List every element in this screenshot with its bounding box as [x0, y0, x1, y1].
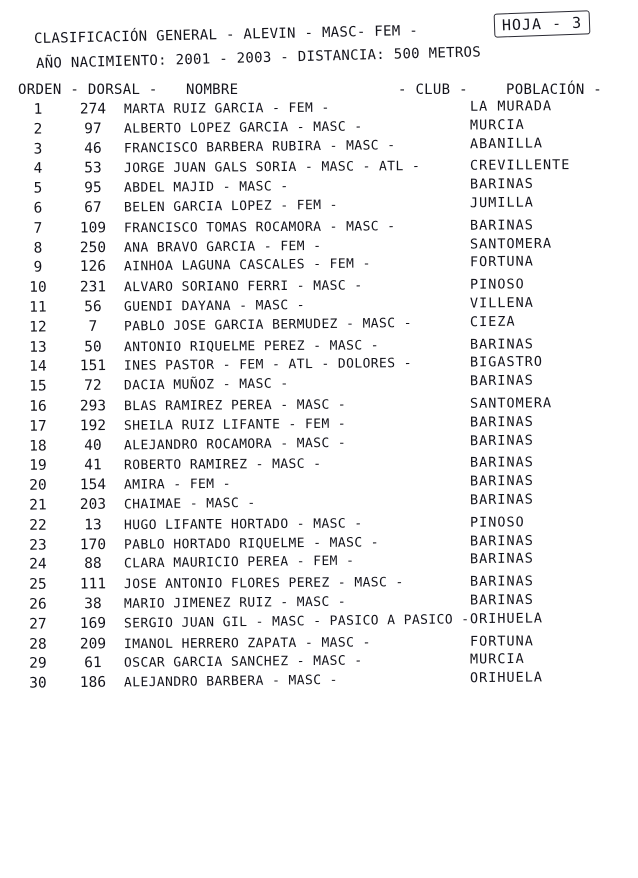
athlete-name: PABLO HORTADO RIQUELME - MASC -	[123, 534, 380, 553]
orden-number: 19	[29, 458, 47, 475]
poblacion-name: BARINAS	[469, 335, 534, 353]
dorsal-number: 250	[79, 239, 107, 256]
dorsal-number: 293	[79, 398, 107, 415]
dorsal-number: 111	[79, 576, 107, 593]
athlete-name: BLAS RAMIREZ PEREA - MASC -	[123, 397, 347, 415]
athlete-name: DACIA MUÑOZ - MASC -	[123, 376, 289, 394]
orden-number: 24	[29, 556, 47, 573]
athlete-name: BELEN GARCIA LOPEZ - FEM -	[123, 197, 338, 216]
athlete-name: JOSE ANTONIO FLORES PEREZ - MASC -	[123, 575, 404, 593]
orden-number: 22	[29, 517, 47, 534]
orden-number: 14	[29, 358, 47, 376]
orden-number: 6	[33, 200, 43, 217]
athlete-name: AMIRA - FEM -	[123, 476, 232, 493]
poblacion-name: ABANILLA	[469, 134, 544, 152]
orden-number: 5	[33, 180, 43, 197]
poblacion-name: BARINAS	[469, 454, 534, 472]
poblacion-name: BARINAS	[469, 532, 534, 550]
sheet-number-box: HOJA - 3	[494, 10, 591, 37]
poblacion-name: MURCIA	[469, 651, 525, 668]
athlete-name: AINHOA LAGUNA CASCALES - FEM -	[123, 256, 371, 275]
dorsal-number: 97	[84, 120, 102, 137]
poblacion-name: ORIHUELA	[469, 669, 544, 687]
dorsal-number: 192	[79, 417, 107, 434]
orden-number: 23	[29, 537, 47, 554]
poblacion-name: BARINAS	[469, 372, 534, 390]
poblacion-name: ORIHUELA	[469, 610, 544, 627]
dorsal-number: 7	[88, 318, 98, 335]
athlete-name: ABDEL MAJID - MASC -	[123, 179, 289, 196]
orden-number: 8	[33, 240, 43, 257]
dorsal-number: 56	[84, 298, 102, 316]
dorsal-number: 40	[84, 437, 102, 454]
title-line-year-distance: AÑO NACIMIENTO: 2001 - 2003 - DISTANCIA: 500 METROS	[35, 44, 482, 72]
poblacion-name: CREVILLENTE	[469, 157, 571, 175]
dorsal-number: 186	[79, 674, 107, 692]
athlete-name: ALEJANDRO ROCAMORA - MASC -	[123, 435, 347, 454]
poblacion-name: BARINAS	[469, 217, 534, 234]
athlete-name: FRANCISCO BARBERA RUBIRA - MASC -	[123, 137, 396, 157]
orden-number: 11	[29, 299, 47, 316]
poblacion-name: BARINAS	[469, 413, 534, 431]
orden-number: 21	[29, 497, 47, 514]
orden-number: 20	[29, 477, 47, 494]
dorsal-number: 88	[84, 556, 102, 573]
athlete-name: CHAIMAE - MASC -	[123, 495, 256, 513]
orden-number: 10	[29, 279, 47, 296]
orden-number: 4	[33, 161, 43, 178]
dorsal-number: 46	[84, 140, 102, 157]
dorsal-number: 38	[84, 595, 102, 613]
poblacion-name: JUMILLA	[469, 194, 534, 212]
athlete-name: IMANOL HERRERO ZAPATA - MASC -	[123, 634, 371, 652]
dorsal-number: 13	[84, 517, 102, 534]
dorsal-number: 41	[84, 457, 102, 474]
dorsal-number: 72	[84, 377, 102, 395]
dorsal-number: 274	[79, 101, 107, 118]
dorsal-number: 231	[79, 279, 107, 296]
athlete-name: ANA BRAVO GARCIA - FEM -	[123, 238, 322, 256]
orden-number: 13	[29, 339, 47, 356]
poblacion-name: MURCIA	[469, 116, 525, 134]
orden-number: 25	[29, 576, 47, 593]
dorsal-number: 53	[84, 160, 102, 177]
athlete-name: ROBERTO RAMIREZ - MASC -	[123, 457, 322, 474]
column-header-club: - CLUB -	[398, 82, 468, 98]
dorsal-number: 126	[79, 259, 107, 276]
athlete-name: OSCAR GARCIA SANCHEZ - MASC -	[123, 653, 363, 672]
orden-number: 17	[29, 418, 47, 435]
poblacion-name: BARINAS	[469, 491, 534, 509]
column-header-nombre: NOMBRE	[186, 82, 239, 98]
results-list	[0, 98, 638, 695]
orden-number: 15	[29, 378, 47, 395]
poblacion-name: BARINAS	[469, 591, 534, 609]
orden-number: 27	[29, 616, 47, 633]
dorsal-number: 203	[79, 496, 107, 513]
athlete-name: HUGO LIFANTE HORTADO - MASC -	[123, 516, 363, 533]
dorsal-number: 95	[84, 180, 102, 197]
dorsal-number: 61	[84, 655, 102, 672]
dorsal-number: 50	[84, 338, 102, 355]
athlete-name: ALEJANDRO BARBERA - MASC -	[123, 672, 338, 691]
dorsal-number: 170	[79, 536, 107, 553]
athlete-name: FRANCISCO TOMAS ROCAMORA - MASC -	[123, 219, 396, 236]
poblacion-name: FORTUNA	[469, 632, 534, 650]
poblacion-name: BARINAS	[469, 473, 534, 490]
athlete-name: MARIO JIMENEZ RUIZ - MASC -	[123, 594, 347, 612]
athlete-name: CLARA MAURICIO PEREA - FEM -	[123, 553, 355, 572]
orden-number: 26	[29, 596, 47, 613]
orden-number: 3	[33, 141, 43, 158]
orden-number: 28	[29, 636, 47, 653]
athlete-name: ALVARO SORIANO FERRI - MASC -	[123, 278, 363, 296]
poblacion-name: BARINAS	[469, 573, 534, 590]
dorsal-number: 67	[84, 199, 102, 216]
dorsal-number: 154	[79, 477, 107, 494]
orden-number: 29	[29, 655, 47, 673]
athlete-name: MARTA RUIZ GARCIA - FEM -	[123, 100, 330, 118]
dorsal-number: 209	[79, 635, 107, 652]
dorsal-number: 151	[79, 358, 107, 375]
poblacion-name: SANTOMERA	[469, 235, 553, 253]
athlete-name: PABLO JOSE GARCIA BERMUDEZ - MASC -	[123, 315, 412, 335]
poblacion-name: FORTUNA	[469, 253, 534, 271]
athlete-name: SERGIO JUAN GIL - MASC - PASICO A PASICO -	[123, 611, 470, 632]
athlete-name: GUENDI DAYANA - MASC -	[123, 298, 306, 315]
athlete-name: INES PASTOR - FEM - ATL - DOLORES -	[123, 356, 412, 375]
orden-number: 18	[29, 437, 47, 455]
title-line-category: CLASIFICACIÓN GENERAL - ALEVIN - MASC- FEM -	[33, 22, 419, 47]
poblacion-name: BARINAS	[469, 550, 534, 568]
poblacion-name: BARINAS	[469, 432, 534, 449]
orden-number: 1	[33, 101, 43, 118]
athlete-name: JORGE JUAN GALS SORIA - MASC - ATL -	[123, 159, 421, 177]
orden-number: 12	[29, 319, 47, 336]
poblacion-name: LA MURADA	[469, 98, 553, 115]
poblacion-name: BARINAS	[469, 176, 534, 193]
athlete-name: ANTONIO RIQUELME PEREZ - MASC -	[123, 337, 380, 355]
poblacion-name: SANTOMERA	[469, 395, 553, 412]
poblacion-name: PINOSO	[469, 276, 525, 293]
poblacion-name: BIGASTRO	[469, 354, 544, 371]
orden-number: 7	[33, 220, 43, 237]
athlete-name: ALBERTO LOPEZ GARCIA - MASC -	[123, 119, 363, 137]
dorsal-number: 169	[79, 615, 107, 632]
poblacion-name: CIEZA	[469, 313, 516, 331]
orden-number: 9	[33, 259, 43, 276]
dorsal-number: 109	[79, 220, 107, 237]
athlete-name: SHEILA RUIZ LIFANTE - FEM -	[123, 416, 347, 434]
orden-number: 2	[33, 121, 43, 138]
orden-number: 30	[29, 675, 47, 692]
orden-number: 16	[29, 398, 47, 415]
column-header-poblacion: POBLACIÓN -	[506, 82, 603, 98]
poblacion-name: VILLENA	[469, 294, 534, 312]
column-header-orden-dorsal: ORDEN - DORSAL -	[18, 82, 158, 98]
poblacion-name: PINOSO	[469, 514, 525, 531]
